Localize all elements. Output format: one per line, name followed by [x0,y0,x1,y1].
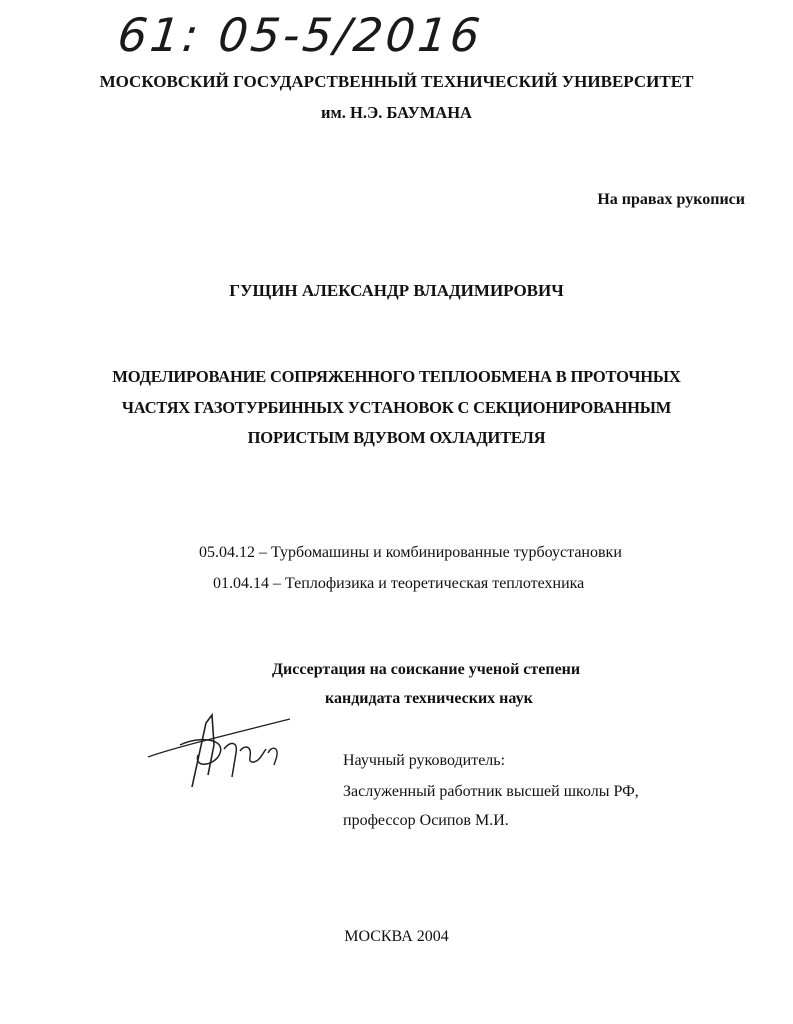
supervisor-honorary-title: Заслуженный работник высшей школы РФ, [343,783,639,800]
rights-note: На правах рукописи [597,191,745,208]
thesis-title-line-1: МОДЕЛИРОВАНИЕ СОПРЯЖЕННОГО ТЕПЛООБМЕНА В ПРОТОЧНЫХ [112,367,681,386]
thesis-title-line-2: ЧАСТЯХ ГАЗОТУРБИННЫХ УСТАНОВОК С СЕКЦИОНИРОВАННЫМ [121,398,672,417]
dissertation-degree-line-1: Диссертация на соискание ученой степени [272,661,581,678]
author-name: ГУЩИН АЛЕКСАНДР ВЛАДИМИРОВИЧ [229,281,564,300]
handwritten-signature [140,705,310,795]
university-subtitle: им. Н.Э. БАУМАНА [321,103,472,122]
specialty-1: 05.04.12 – Турбомашины и комбинированные турбоустановки [199,544,622,561]
supervisor-name: профессор Осипов М.И. [343,812,509,829]
dissertation-degree-line-2: кандидата технических наук [325,690,533,707]
thesis-title-line-3: ПОРИСТЫМ ВДУВОМ ОХЛАДИТЕЛЯ [247,428,546,447]
university-name: МОСКОВСКИЙ ГОСУДАРСТВЕННЫЙ ТЕХНИЧЕСКИЙ УНИВЕРСИТЕТ [99,72,694,91]
handwritten-registration-number: 61: 05-5/2016 [115,8,486,62]
specialty-2: 01.04.14 – Теплофизика и теоретическая теплотехника [213,575,585,592]
supervisor-label: Научный руководитель: [343,752,506,769]
place-and-year: МОСКВА 2004 [344,928,449,945]
